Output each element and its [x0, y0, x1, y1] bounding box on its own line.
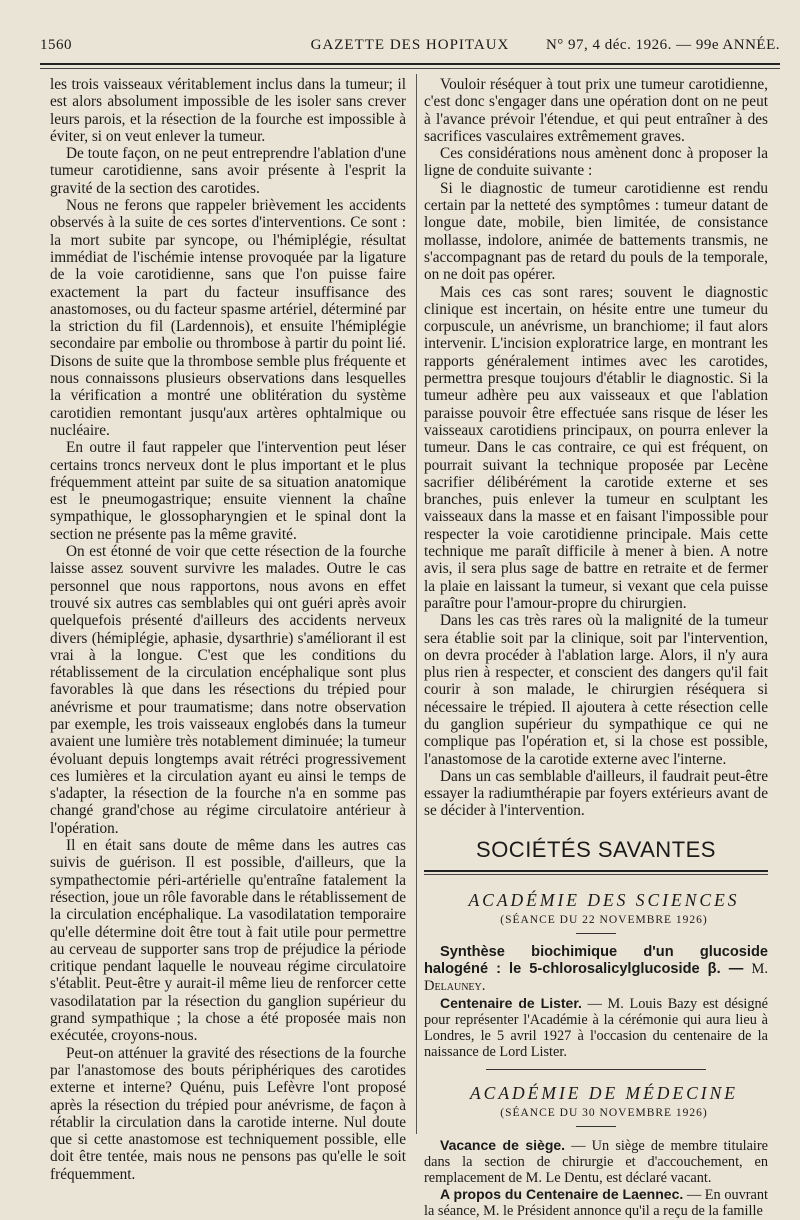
paragraph: Nous ne ferons que rappeler brièvement les accidents observés à la suite de ces sortes d'interventions. Ce sont : la mort subite par syncope, ou l'hémiplégie, résultat immédiat de l'ischémie intense provoquée par la ligature de la voie carotidienne, sans que l'on puisse faire exactement la part du facteur insuffisance des anastomoses, ou du facteur spasme artériel, déterminé par la striction du fil (Lardennois), et ensuite l'hémiplégie secondaire par embolie ou thrombose à partir du point lié. Disons de suite que la thrombose semble plus fréquente et nous connaissons plusieurs observations dans lesquelles la vérification a montré une oblitération du système carotidien remontant jusqu'aux artères ophtalmique ou nucléaire. — [50, 197, 406, 439]
session-date: (SÉANCE DU 22 NOVEMBRE 1926) — [500, 913, 708, 926]
page-header — [40, 33, 780, 57]
paragraph: Vouloir réséquer à tout prix une tumeur carotidienne, c'est donc s'engager dans une opération dont on ne peut à l'avance prévoir l'étendue, et qui peut entraîner à des sacrifices vasculaires extrêmement graves. — [424, 76, 768, 145]
right-column — [424, 76, 768, 1220]
communication-title — [424, 944, 768, 995]
item-text: — Un siège de membre titulaire dans la section de chirurgie et d'accouchement, en remplacement de M. Le Dentu, est déclaré vacant. — [424, 1137, 768, 1186]
section-rule-thin — [424, 874, 768, 875]
paragraph: Si le diagnostic de tumeur carotidienne est rendu certain par la netteté des symptômes : tumeur datant de longue date, mobile, bien limitée, de consistance mollasse, indolore, animée de battements transmis, ne s'accompagnant pas de retard du pouls de la temporale, on ne doit pas opérer. — [424, 179, 768, 284]
section-rule — [424, 870, 768, 872]
paragraph: On est étonné de voir que cette résection de la fourche laisse assez souvent survivre les malades. Outre le cas personnel que nous rapportons, nous avons en effet trouvé six autres cas semblables qui ont guéri après avoir quelquefois présenté d'ailleurs des accidents nerveux divers (hémiplégie, aphasie, dysarthrie) s'améliorant il est vrai à la longue. C'est que les conditions du rétablissement de la circulation encéphalique sont plus favorables là que dans les résections du trépied pour anévrisme et pour traumatisme; dans notre observation par exemple, les trois vaisseaux englobés dans la tumeur avaient une lumière très notablement diminuée; la tumeur évoluant depuis longtemps avait rétréci progressivement ces lumières et la circulation ayant eu ainsi le temps de s'adapter, la résection de la fourche n'a en somme pas changé grand'chose au régime circulatoire antérieur à l'opération. — [50, 543, 406, 837]
item-lead: Centenaire de Lister. — [440, 994, 582, 1011]
paragraph: En outre il faut rappeler que l'intervention peut léser certains troncs nerveux dont le plus important et le plus fréquemment atteint par suite de sa situation anatomique est le pneumogastrique; ensuite viennent la chaîne sympathique, le glossopharyngien et le spinal dont la section ne présente pas la même gravité. — [50, 439, 406, 543]
news-item — [424, 1186, 768, 1219]
divider — [576, 1126, 616, 1127]
news-item — [424, 995, 768, 1061]
item-lead: Vacance de siège. — [440, 1136, 566, 1153]
item-lead: A propos du Centenaire de Laennec. — [440, 1186, 684, 1203]
communication-author: M. Delauney. — [424, 960, 768, 994]
section-heading: SOCIÉTÉS SAVANTES — [476, 836, 716, 862]
paragraph: les trois vaisseaux véritablement inclus dans la tumeur; il est alors absolument impossible de les isoler sans crever leurs parois, et la résection de la fourche est impossible à éviter, si on veut enlever la tumeur. — [50, 76, 406, 145]
left-column — [50, 76, 406, 1183]
divider — [576, 933, 616, 934]
divider — [486, 1069, 706, 1070]
academy-sciences-title: ACADÉMIE DES SCIENCES — [468, 889, 740, 910]
page-number: 1560 — [40, 37, 72, 53]
paragraph: Ces considérations nous amènent donc à proposer la ligne de conduite suivante : — [424, 145, 768, 180]
column-divider — [416, 74, 417, 1134]
societies-section — [424, 836, 768, 1220]
header-rule-thin — [40, 68, 780, 69]
publication-title: GAZETTE DES HOPITAUX — [310, 37, 510, 53]
paragraph: Dans un cas semblable d'ailleurs, il faudrait peut-être essayer la radiumthérapie par foyers extérieurs avant de se décider à l'intervention. — [424, 767, 768, 820]
academy-medecine-title: ACADÉMIE DE MÉDECINE — [469, 1082, 738, 1103]
item-text: — M. Louis Bazy est désigné pour représenter l'Académie à la cérémonie qui aura lieu à Londres, le 5 avril 1927 à l'occasion du centenaire de la naissance de Lord Lister. — [424, 995, 768, 1061]
communication-text: Synthèse biochimique d'un glucoside halogéné : le 5-chlorosalicylglucoside β. — — [424, 943, 768, 977]
item-text: — En ouvrant la séance, M. le Président annonce qu'il a reçu de la famille — [424, 1187, 768, 1220]
paragraph: Il en était sans doute de même dans les autres cas suivis de guérison. Il est possible, d'ailleurs, que la sympathectomie péri-artérielle qu'entraîne fatalement la résection, joue un rôle favorable dans le rétablissement de la circulation encéphalique. La vasodilatation temporaire qu'elle détermine doit être tout à fait utile pour permettre au cerveau de supporter sans trop de préjudice la période critique pendant laquelle le nouveau régime circulatoire s'établit. Peut-être y aurait-il même lieu de renforcer cette vasodilatation par la résection du ganglion supérieur du grand sympathique ; la chose a été proposée mais non exécutée, croyons-nous. — [50, 837, 406, 1045]
header-rule — [40, 63, 780, 65]
paragraph: Peut-on atténuer la gravité des résections de la fourche par l'anastomose des bouts périphériques des carotides externe et interne? Quénu, puis Lefèvre l'ont proposé après la résection du trépied pour anévrisme, de façon à rétablir la circulation dans la carotide interne. Nul doute que si cette anastomose est techniquement possible, elle doit être tentée, mais nous ne pensons pas qu'elle le soit fréquemment. — [50, 1044, 406, 1183]
news-item — [424, 1137, 768, 1187]
session-date: (SÉANCE DU 30 NOVEMBRE 1926) — [500, 1106, 708, 1119]
issue-info: N° 97, 4 déc. 1926. — 99e ANNÉE. — [545, 37, 780, 53]
paragraph: De toute façon, on ne peut entreprendre l'ablation d'une tumeur carotidienne, sans avoir présente à l'esprit la gravité de la section des carotides. — [50, 145, 406, 197]
paragraph: Mais ces cas sont rares; souvent le diagnostic clinique est incertain, on hésite entre une tumeur du corpuscule, un anévrisme, un branchiome; il faut alors intervenir. L'incision exploratrice large, en montrant les rapports généralement intimes avec les carotides, permettra presque toujours d'établir le diagnostic. Si la tumeur adhère peu aux vaisseaux et que l'ablation paraisse pouvoir être effectuée sans risque de léser les vaisseaux carotidiens principaux, on pourra enlever la tumeur. Dans le cas contraire, ce qui est fréquent, on pourrait suivant la technique proposée par Lecène sacrifier délibérément la carotide externe et ses branches, puis enlever la tumeur en sculptant les vaisseaux dans la masse et en faisant l'impossible pour respecter la voie carotidienne principale. Mais cette technique me paraît difficile à mener à bien. A notre avis, il sera plus sage de battre en retraite et de fermer la plaie en laissant la tumeur, si vexant que cela puisse paraître pour l'amour-propre du chirurgien. — [424, 283, 768, 612]
paragraph: Dans les cas très rares où la malignité de la tumeur sera établie soit par la clinique, soit par l'intervention, on devra procéder à l'ablation large. Alors, il n'y aura plus rien à respecter, et conscient des dangers qu'il fait courir à son malade, le chirurgien réséquera si nécessaire le trépied. Il ajoutera à cette résection celle du ganglion supérieur du sympathique ce qui ne complique pas l'opération et, si la chose est possible, l'anastomose de la carotide externe avec l'interne. — [424, 612, 768, 768]
